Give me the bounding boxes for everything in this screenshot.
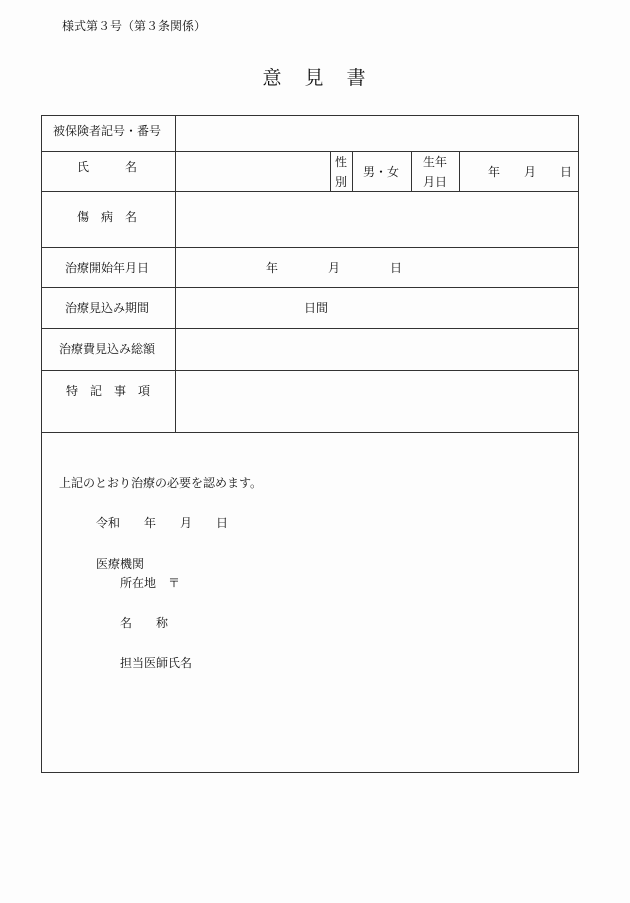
institution-name-label: 名 称 bbox=[120, 616, 169, 630]
disease-label: 傷 病 名 bbox=[77, 210, 138, 224]
doctor-name-label: 担当医師氏名 bbox=[120, 656, 193, 670]
address-label: 所在地 〒 bbox=[120, 576, 181, 590]
insured-number-label: 被保険者記号・番号 bbox=[53, 124, 162, 138]
name-field[interactable] bbox=[176, 152, 330, 191]
remarks-field[interactable] bbox=[176, 371, 578, 432]
expected-cost-field[interactable] bbox=[176, 329, 578, 370]
treatment-start-year: 年 bbox=[266, 261, 279, 275]
statement-date[interactable]: 令和 年 月 日 bbox=[96, 516, 229, 530]
name-label: 氏 名 bbox=[77, 160, 138, 174]
remarks-label: 特 記 事 項 bbox=[66, 384, 151, 398]
row-divider bbox=[41, 287, 579, 288]
birth-column-divider bbox=[411, 151, 412, 191]
sex-options[interactable]: 男・女 bbox=[363, 165, 400, 179]
birth-label-line1: 生年 bbox=[423, 155, 448, 169]
expected-period-label: 治療見込み期間 bbox=[65, 301, 150, 315]
row-divider bbox=[41, 247, 579, 248]
sex-label-line2: 別 bbox=[335, 175, 348, 189]
sex-value-divider bbox=[352, 151, 353, 191]
insured-number-field[interactable] bbox=[176, 116, 578, 151]
sex-label-line1: 性 bbox=[335, 155, 348, 169]
expected-cost-label: 治療費見込み総額 bbox=[59, 342, 156, 356]
birth-label-line2: 月日 bbox=[423, 175, 448, 189]
document-title: 意 見 書 bbox=[262, 67, 368, 89]
birth-date-field[interactable]: 年 月 日 bbox=[488, 165, 573, 179]
row-divider bbox=[41, 432, 579, 433]
treatment-start-month: 月 bbox=[328, 261, 341, 275]
treatment-start-day: 日 bbox=[390, 261, 403, 275]
disease-field[interactable] bbox=[176, 192, 578, 247]
birth-value-divider bbox=[459, 151, 460, 191]
sex-column-divider bbox=[330, 151, 331, 191]
institution-label: 医療機関 bbox=[96, 557, 145, 571]
form-number: 様式第３号（第３条関係） bbox=[62, 19, 207, 33]
statement-text: 上記のとおり治療の必要を認めます。 bbox=[59, 476, 263, 490]
expected-period-unit: 日間 bbox=[304, 301, 329, 315]
treatment-start-label: 治療開始年月日 bbox=[65, 261, 150, 275]
